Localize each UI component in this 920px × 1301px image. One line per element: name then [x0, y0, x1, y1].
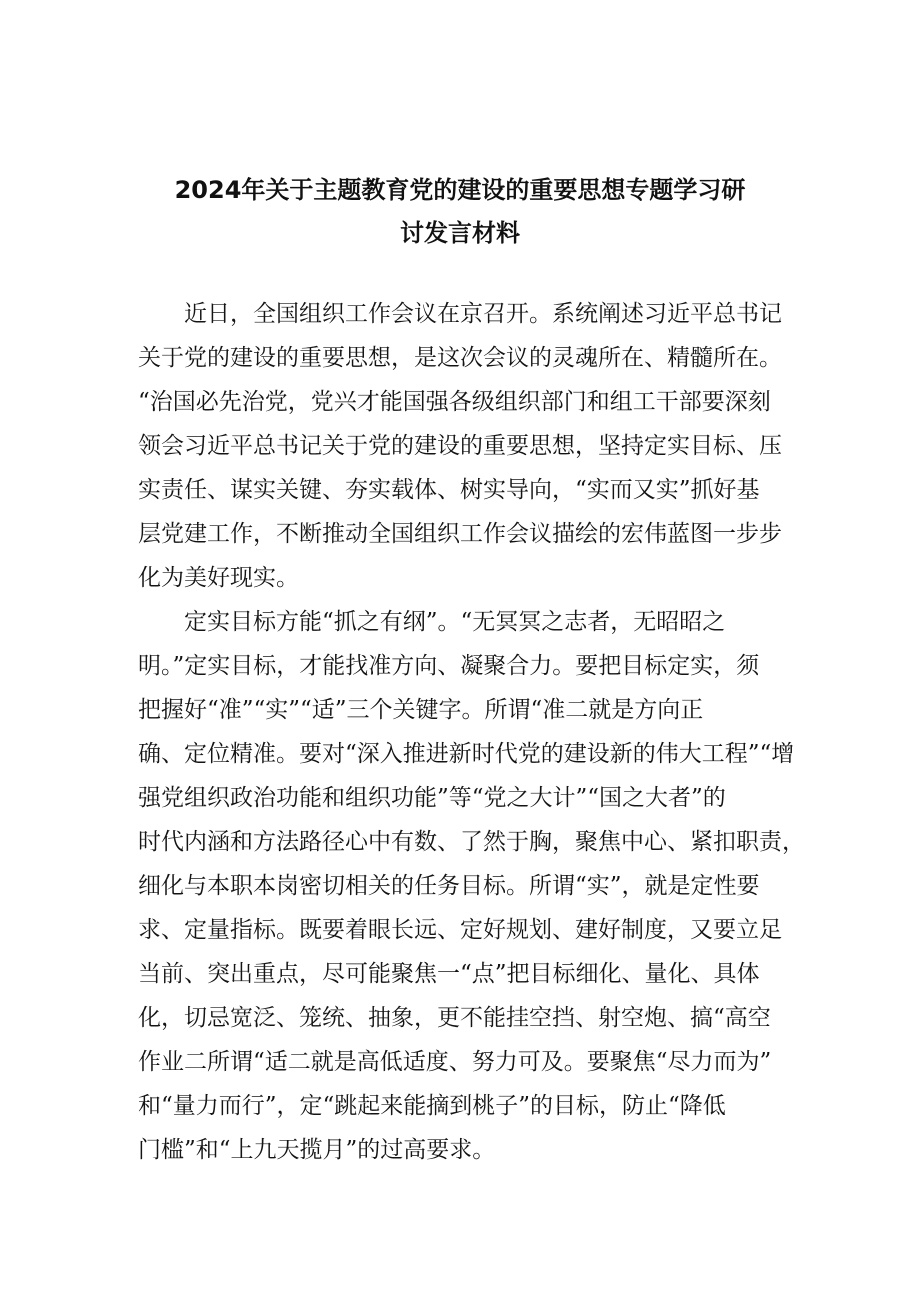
body-line: 化为美好现实。 [138, 565, 299, 591]
body-line: 实责任、谋实关键、夯实载体、树实导向，“实而又实”抓好基 [138, 477, 760, 503]
document-title-line-1: 2024年关于主题教育党的建设的重要思想专题学习研 [174, 176, 746, 204]
body-line: 关于党的建设的重要思想，是这次会议的灵魂所在、精髓所在。 [138, 345, 782, 371]
body-line: 当前、突出重点，尽可能聚焦一“点”把目标细化、量化、具体 [138, 961, 760, 987]
document-title-line-2: 讨发言材料 [400, 219, 520, 247]
body-line: 定实目标方能“抓之有纲”。“无冥冥之志者，无昭昭之 [138, 609, 726, 635]
body-line: 把握好“准”“实”“适”三个关键字。所谓“准二就是方向正 [138, 697, 704, 723]
body-line: 时代内涵和方法路径心中有数、了然于胸，聚焦中心、紧扣职责， [138, 829, 805, 855]
body-line: 求、定量指标。既要着眼长远、定好规划、建好制度，又要立足 [138, 917, 782, 943]
body-line: 近日，全国组织工作会议在京召开。系统阐述习近平总书记 [138, 301, 782, 327]
body-line: 领会习近平总书记关于党的建设的重要思想，坚持定实目标、压 [138, 433, 782, 459]
body-line: 和“量力而行”，定“跳起来能摘到桃子”的目标，防止“降低 [138, 1093, 726, 1119]
body-line: 明。”定实目标，才能找准方向、凝聚合力。要把目标定实，须 [138, 653, 760, 679]
body-line: 门槛”和“上九天揽月”的过高要求。 [138, 1137, 496, 1163]
body-line: “治国必先治党，党兴才能国强各级组织部门和组工干部要深刻 [138, 389, 771, 415]
body-line: 化，切忌宽泛、笼统、抽象，更不能挂空挡、射空炮、搞“高空 [138, 1005, 771, 1031]
body-line: 强党组织政治功能和组织功能”等“党之大计”“国之大者”的 [138, 785, 726, 811]
body-line: 确、定位精准。要对“深入推进新时代党的建设新的伟大工程”“增 [138, 741, 795, 767]
body-line: 作业二所谓“适二就是高低适度、努力可及。要聚焦“尽力而为” [138, 1049, 772, 1075]
body-line: 层党建工作，不断推动全国组织工作会议描绘的宏伟蓝图一步步 [138, 521, 782, 547]
body-line: 细化与本职本岗密切相关的任务目标。所谓“实”，就是定性要 [138, 873, 760, 899]
